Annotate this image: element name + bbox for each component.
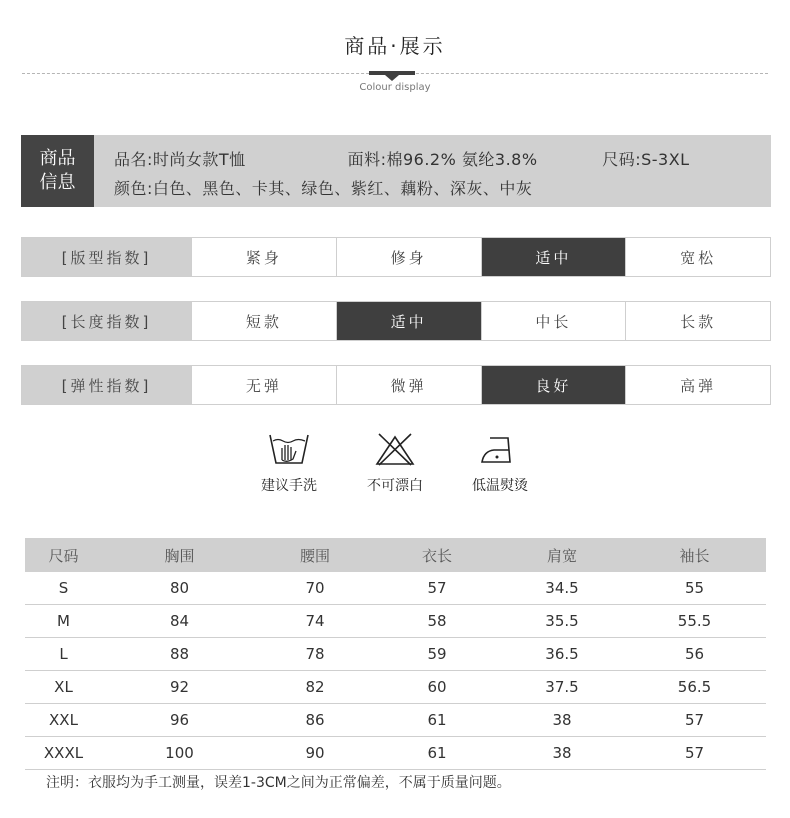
size-table-cell: 57 bbox=[427, 579, 447, 597]
care-low-iron-label: 低温熨烫 bbox=[472, 478, 528, 494]
fit-index-label: [版型指数] bbox=[22, 238, 191, 276]
hand-wash-icon bbox=[267, 432, 311, 466]
product-info-heading-line1: 商品 bbox=[39, 148, 76, 169]
size-table-header-cell: 胸围 bbox=[164, 546, 195, 565]
size-table-header-cell: 袖长 bbox=[679, 546, 710, 565]
length-index-row bbox=[21, 301, 771, 341]
size-table bbox=[25, 538, 766, 770]
size-table-cell: 36.5 bbox=[545, 645, 579, 663]
product-info-row-1 bbox=[114, 147, 690, 170]
size-table-cell: 58 bbox=[427, 612, 447, 630]
length-index-label: [长度指数] bbox=[22, 302, 191, 340]
size-table-cell: 84 bbox=[169, 612, 190, 630]
length-index-option: 短款 bbox=[191, 302, 336, 340]
size-table-header-cell: 肩宽 bbox=[546, 546, 577, 565]
care-no-bleach bbox=[345, 432, 445, 495]
fit-index-option: 修身 bbox=[336, 238, 481, 276]
size-table-cell: 38 bbox=[552, 711, 572, 729]
size-table-cell: 86 bbox=[305, 711, 325, 729]
length-index-option: 中长 bbox=[481, 302, 626, 340]
size-table-row bbox=[25, 737, 766, 770]
product-info-panel bbox=[21, 135, 771, 207]
size-table-cell: 59 bbox=[427, 645, 447, 663]
size-table-cell: XXXL bbox=[43, 744, 84, 762]
section-title: 商品·展示 bbox=[344, 34, 446, 58]
size-table-cell: 92 bbox=[169, 678, 190, 696]
size-table-cell: 78 bbox=[305, 645, 325, 663]
size-table-cell: 55 bbox=[684, 579, 705, 597]
stretch-index-option: 良好 bbox=[481, 366, 626, 404]
stretch-index-label: [弹性指数] bbox=[22, 366, 191, 404]
size-table-cell: 70 bbox=[305, 579, 325, 597]
size-table-cell: S bbox=[58, 579, 69, 597]
size-table-cell: 82 bbox=[305, 678, 325, 696]
size-table-cell: XXL bbox=[49, 711, 78, 729]
stretch-index-option: 无弹 bbox=[191, 366, 336, 404]
care-low-iron bbox=[450, 432, 550, 495]
size-table-row bbox=[25, 572, 766, 605]
size-table-row bbox=[25, 605, 766, 638]
size-table-cell: 80 bbox=[169, 579, 190, 597]
size-table-cell: XL bbox=[54, 678, 73, 696]
stretch-index-row bbox=[21, 365, 771, 405]
title-divider-arrow bbox=[385, 75, 399, 81]
no-bleach-icon bbox=[373, 432, 417, 466]
length-index-option: 适中 bbox=[336, 302, 481, 340]
product-info-heading-line2: 信息 bbox=[39, 172, 76, 193]
length-index-option: 长款 bbox=[625, 302, 770, 340]
fit-index-option: 紧身 bbox=[191, 238, 336, 276]
stretch-index-option: 微弹 bbox=[336, 366, 481, 404]
size-table-cell: 55.5 bbox=[677, 612, 712, 630]
stretch-index-option: 高弹 bbox=[625, 366, 770, 404]
size-table-cell: 57 bbox=[684, 711, 705, 729]
size-table-row bbox=[25, 704, 766, 737]
size-table-header bbox=[25, 538, 766, 572]
size-table-cell: 61 bbox=[427, 711, 447, 729]
size-table-cell: 90 bbox=[305, 744, 325, 762]
fit-index-row bbox=[21, 237, 771, 277]
size-table-row bbox=[25, 671, 766, 704]
care-hand-wash-label: 建议手洗 bbox=[261, 478, 317, 494]
care-no-bleach-label: 不可漂白 bbox=[367, 478, 423, 494]
product-info-heading bbox=[21, 135, 94, 207]
care-hand-wash bbox=[239, 432, 339, 495]
size-table-cell: 35.5 bbox=[545, 612, 579, 630]
fit-index-option: 适中 bbox=[481, 238, 626, 276]
size-table-cell: 61 bbox=[427, 744, 447, 762]
size-table-cell: 34.5 bbox=[545, 579, 579, 597]
section-subtitle: Colour display bbox=[359, 82, 431, 93]
product-name: 品名:时尚女款T恤 bbox=[114, 150, 246, 169]
size-table-cell: 96 bbox=[169, 711, 190, 729]
size-table-row bbox=[25, 638, 766, 671]
size-table-cell: 88 bbox=[169, 645, 190, 663]
product-size-range: 尺码:S-3XL bbox=[602, 150, 690, 169]
product-fabric: 面料:棉96.2% 氨纶3.8% bbox=[347, 150, 538, 169]
size-table-cell: 100 bbox=[165, 744, 194, 762]
size-table-cell: 38 bbox=[552, 744, 572, 762]
low-iron-icon bbox=[478, 432, 522, 466]
size-table-cell: 57 bbox=[684, 744, 705, 762]
size-table-cell: 56 bbox=[684, 645, 705, 663]
size-table-cell: L bbox=[59, 645, 68, 663]
size-table-header-cell: 衣长 bbox=[421, 546, 452, 565]
size-table-cell: M bbox=[57, 612, 70, 630]
size-table-cell: 60 bbox=[427, 678, 447, 696]
product-colors: 颜色:白色、黑色、卡其、绿色、紫红、藕粉、深灰、中灰 bbox=[114, 179, 533, 198]
size-table-header-cell: 腰围 bbox=[299, 546, 330, 565]
size-table-cell: 56.5 bbox=[677, 678, 712, 696]
size-table-cell: 74 bbox=[305, 612, 325, 630]
size-table-cell: 37.5 bbox=[545, 678, 579, 696]
fit-index-option: 宽松 bbox=[625, 238, 770, 276]
measurement-note: 注明：衣服均为手工测量，误差1-3CM之间为正常偏差，不属于质量问题。 bbox=[46, 775, 511, 791]
size-table-header-cell: 尺码 bbox=[48, 546, 79, 565]
